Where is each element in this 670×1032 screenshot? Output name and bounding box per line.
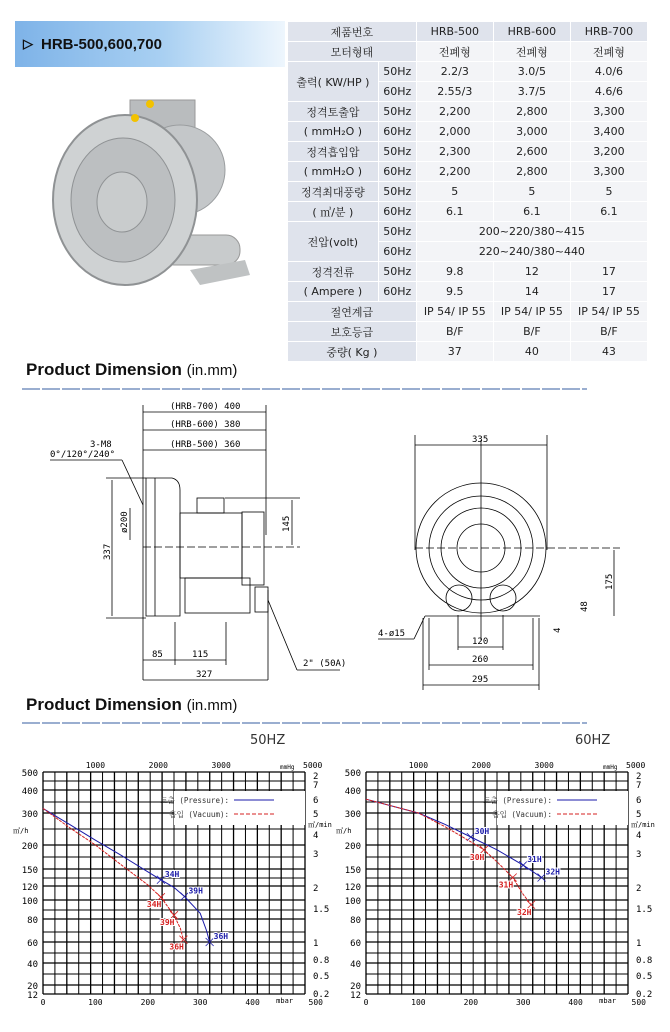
svg-text:48: 48 (580, 601, 590, 612)
y2-tick-label: 0.2 (636, 990, 653, 1000)
y-tick-label: 60 (350, 939, 361, 949)
x2-tick-label: 1000 (408, 761, 429, 770)
legend-pressure-label: 토출 (Pressure): (483, 796, 552, 805)
y-tick-label: 150 (21, 866, 38, 876)
y2-tick-label: 2 (313, 884, 319, 894)
x-tick-label: 0 (363, 998, 369, 1007)
product-title: HRB-500,600,700 (41, 35, 162, 53)
y2-tick-label: 2 (636, 772, 642, 782)
y-tick-label: 100 (344, 897, 361, 907)
y-tick-label: 150 (344, 866, 361, 876)
table-row: 60Hz 2.55/3 3.7/5 4.6/6 (288, 82, 648, 102)
table-row: 전압(volt) 50Hz 200~220/380~415 (288, 222, 648, 242)
y-tick-label: 60 (27, 939, 38, 949)
y-tick-label: 200 (21, 842, 38, 852)
svg-text:335: 335 (472, 435, 489, 445)
table-row: 정격흡입압 50Hz 2,300 2,600 3,200 (288, 142, 648, 162)
y-tick-label: 300 (21, 810, 38, 820)
y2-tick-label: 6 (636, 796, 642, 806)
y-tick-label: 40 (350, 960, 361, 970)
y-tick-label: 200 (344, 842, 361, 852)
y2-tick-label: 0.8 (313, 956, 330, 966)
table-row: 정격전류 50Hz 9.8 12 17 (288, 262, 648, 282)
svg-text:327: 327 (196, 670, 213, 680)
table-row: 출력( KW/HP ) 50Hz 2.2/3 3.0/5 4.0/6 (288, 62, 648, 82)
x-axis-label: mbar (599, 997, 616, 1005)
y2-tick-label: 0.5 (313, 972, 330, 982)
marker-label: 30H (474, 827, 490, 836)
x2-tick-label: 3000 (211, 761, 231, 770)
svg-text:(HRB-600) 380: (HRB-600) 380 (170, 420, 241, 430)
marker-label: 39H (160, 918, 175, 928)
triangle-bullet-icon: ▷ (23, 36, 33, 51)
y-axis-label: ㎥/h (336, 827, 352, 835)
svg-text:337: 337 (103, 543, 113, 560)
marker-label: 30H (469, 852, 485, 862)
marker-label: 36H (169, 942, 184, 952)
svg-text:85: 85 (152, 650, 163, 660)
x2-tick-label: 2000 (471, 761, 491, 770)
y2-tick-label: 4 (636, 831, 642, 841)
svg-text:3-M8: 3-M8 (90, 440, 112, 450)
marker-cross (157, 876, 165, 884)
y2-tick-label: 0.2 (313, 990, 330, 1000)
x-tick-label: 400 (568, 998, 583, 1007)
y-tick-label: 100 (21, 897, 38, 907)
table-row: 보호등급 B/F B/F B/F (288, 322, 648, 342)
marker-label: 31H (498, 880, 514, 890)
y2-tick-label: 0.8 (636, 956, 653, 966)
x2-tick-label: 5000 (626, 761, 646, 770)
table-row: ( mmH₂O ) 60Hz 2,000 3,000 3,400 (288, 122, 648, 142)
y2-tick-label: 1 (636, 939, 642, 949)
y-tick-label: 12 (350, 991, 361, 1001)
marker-label: 32H (517, 907, 532, 917)
x-tick-label: 200 (463, 998, 479, 1007)
section-title-dimension: Product Dimension (in.mm) (26, 360, 238, 379)
y-tick-label: 400 (344, 787, 361, 797)
y-tick-label: 80 (350, 916, 361, 926)
table-row: ( ㎥/분 ) 60Hz 6.1 6.1 6.1 (288, 202, 648, 222)
x2-axis-label: mmHg (603, 764, 618, 771)
table-row: 모터형태 전폐형 전폐형 전폐형 (288, 42, 648, 62)
y-tick-label: 300 (344, 810, 361, 820)
y-tick-label: 40 (27, 960, 38, 970)
legend-vacuum-label: 흡입 (Vacuum): (492, 810, 552, 819)
y2-axis-label: ㎥/min (631, 821, 655, 829)
x2-axis-label: mmHg (280, 764, 295, 771)
marker-label: 34H (146, 900, 162, 910)
y2-axis-label: ㎥/min (308, 821, 332, 829)
svg-text:260: 260 (472, 655, 489, 665)
svg-text:115: 115 (192, 650, 209, 660)
y2-tick-label: 4 (313, 831, 319, 841)
y2-tick-label: 7 (636, 781, 642, 791)
marker-cross (180, 893, 188, 901)
marker-label: 31H (527, 855, 542, 865)
svg-text:ø200: ø200 (120, 511, 130, 533)
x2-tick-label: 2000 (148, 761, 168, 770)
chart-title-50hz: 50HZ (250, 733, 286, 748)
y2-tick-label: 1 (313, 939, 319, 949)
y-tick-label: 20 (27, 982, 38, 992)
y2-tick-label: 2 (636, 884, 642, 894)
x2-tick-label: 5000 (303, 761, 323, 770)
table-row: 중량( Kg ) 37 40 43 (288, 342, 648, 362)
table-row: 제품번호 HRB-500 HRB-600 HRB-700 (288, 22, 648, 42)
marker-label: 34H (164, 869, 180, 879)
table-row: 절연계급 IP 54/ IP 55 IP 54/ IP 55 IP 54/ IP 55 (288, 302, 648, 322)
y-axis-label: ㎥/h (13, 827, 29, 835)
y2-tick-label: 5 (313, 810, 319, 820)
x-axis-label: mbar (276, 997, 293, 1005)
x2-tick-label: 3000 (534, 761, 554, 770)
y2-tick-label: 3 (636, 850, 642, 860)
table-row: ( mmH₂O ) 60Hz 2,200 2,800 3,300 (288, 162, 648, 182)
x-tick-label: 100 (411, 998, 426, 1007)
x-tick-label: 500 (308, 998, 323, 1007)
svg-text:(HRB-500) 360: (HRB-500) 360 (170, 440, 241, 450)
x-tick-label: 300 (515, 998, 531, 1007)
svg-text:4-ø15: 4-ø15 (378, 629, 406, 639)
y2-tick-label: 0.5 (636, 972, 653, 982)
svg-text:0°/120°/240°: 0°/120°/240° (50, 450, 116, 460)
y-tick-label: 400 (21, 787, 38, 797)
svg-text:(HRB-700) 400: (HRB-700) 400 (170, 402, 241, 412)
x-tick-label: 500 (631, 998, 646, 1007)
y2-tick-label: 3 (313, 850, 319, 860)
y2-tick-label: 1.5 (636, 905, 653, 915)
section-title-performance: Product Dimension (in.mm) (26, 695, 238, 714)
x-tick-label: 200 (140, 998, 156, 1007)
table-row: 정격최대풍량 50Hz 5 5 5 (288, 182, 648, 202)
svg-text:145: 145 (282, 515, 292, 532)
x2-tick-label: 1000 (85, 761, 106, 770)
x-tick-label: 300 (192, 998, 208, 1007)
y-tick-label: 500 (344, 769, 361, 779)
y-tick-label: 80 (27, 916, 38, 926)
chart-1 (336, 761, 655, 1007)
x-tick-label: 100 (88, 998, 103, 1007)
y-tick-label: 20 (350, 982, 361, 992)
svg-text:2" (50A): 2" (50A) (303, 659, 347, 669)
x-tick-label: 400 (245, 998, 260, 1007)
x-tick-label: 0 (40, 998, 46, 1007)
legend-pressure-label: 토출 (Pressure): (160, 796, 229, 805)
y2-tick-label: 5 (636, 810, 642, 820)
svg-text:175: 175 (605, 573, 615, 590)
y-tick-label: 120 (21, 883, 38, 893)
chart-0 (13, 761, 332, 1007)
marker-label: 36H (213, 932, 229, 941)
y-tick-label: 120 (344, 883, 361, 893)
table-row: ( Ampere ) 60Hz 9.5 14 17 (288, 282, 648, 302)
y-tick-label: 500 (21, 769, 38, 779)
svg-text:4: 4 (553, 627, 563, 633)
svg-text:120: 120 (472, 637, 489, 647)
marker-label: 39H (188, 886, 203, 896)
y-tick-label: 12 (27, 991, 38, 1001)
y2-tick-label: 7 (313, 781, 319, 791)
table-row: 정격토출압 50Hz 2,200 2,800 3,300 (288, 102, 648, 122)
chart-title-60hz: 60HZ (575, 733, 611, 748)
table-row: 60Hz 220~240/380~440 (288, 242, 648, 262)
legend-vacuum-label: 흡입 (Vacuum): (169, 810, 229, 819)
y2-tick-label: 6 (313, 796, 319, 806)
y2-tick-label: 2 (313, 772, 319, 782)
y2-tick-label: 1.5 (313, 905, 330, 915)
marker-label: 32H (545, 867, 560, 877)
svg-text:295: 295 (472, 675, 489, 685)
